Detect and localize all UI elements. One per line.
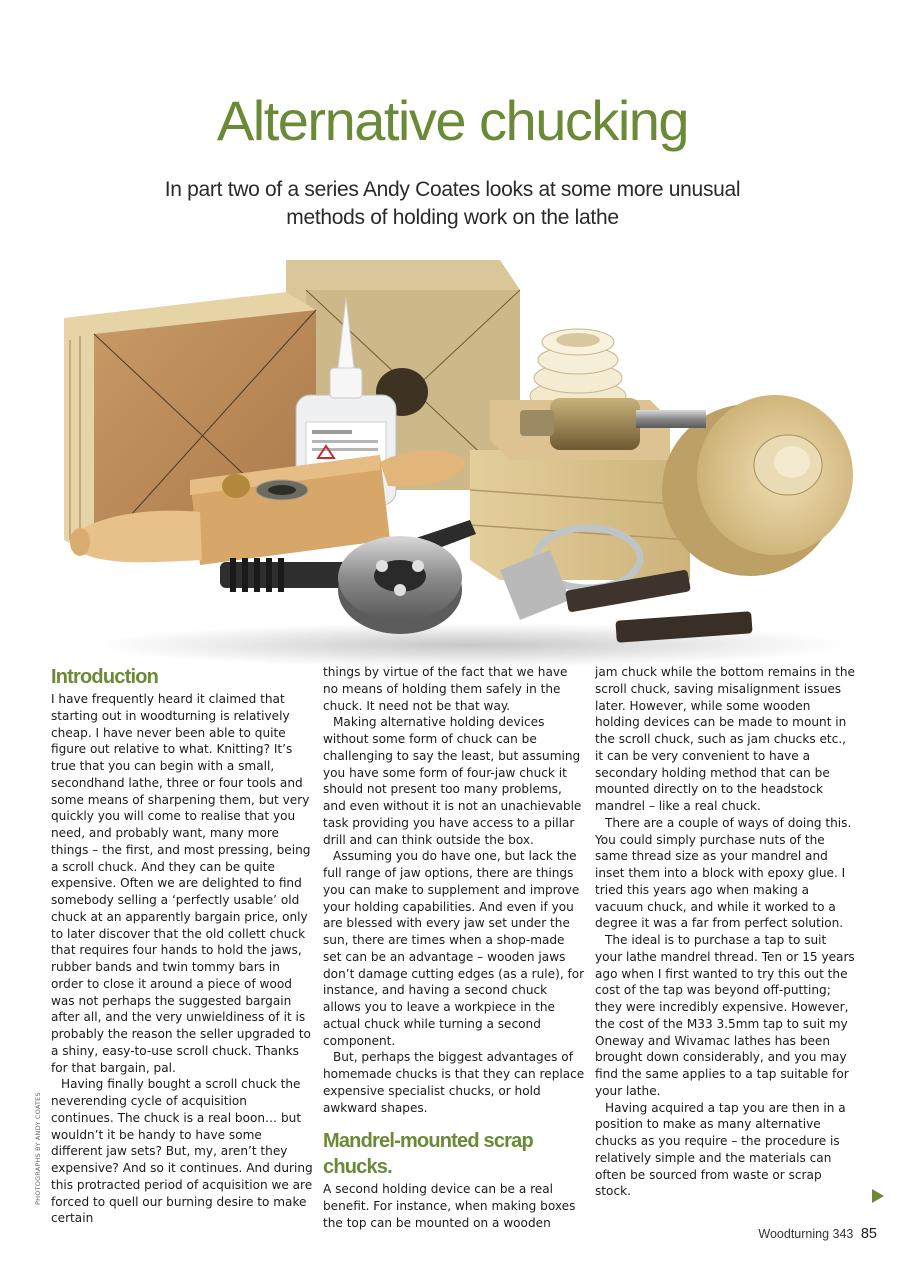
text-column-1 <box>51 664 313 1227</box>
paragraph: A second holding device can be a real benefit. For instance, when making boxes the top can be mounted on a wooden <box>323 1182 576 1230</box>
text-column-3 <box>595 664 857 1200</box>
page-footer <box>758 1226 877 1242</box>
paragraph: I have frequently heard it claimed that starting out in woodturning is relatively cheap. I have never been able to quite figure out relative to what. Knitting? It’s true that you can begin with a small, secondhand lathe, three or four tools and some means of sharpening them, but very quickly you will come to realise that you need, and probably want, many more things – the first, and most pressing, being a scroll chuck. And they can be quite expensive. Often we are delighted to find somebody selling a ‘perfectly usable’ old chuck at an apparently bargain price, only to later discover that the old collett chuck that requires four hands to hold the jaws, rubber bands and twin tommy bars in order to close it around a piece of wood was not perhaps the suggested bargain after all, and the very unwieldiness of it is probably the reason the seller upgraded to a shiny, easy-to-use scroll chuck. Thanks for that bargain, pal. <box>51 692 311 1075</box>
paragraph: Making alternative holding devices without some form of chuck can be challenging to say the least, but assuming you have some form of four-jaw chuck it should not present too many problems, and even without it is not an unachievable task providing you have access to a pillar drill and can think outside the box. <box>323 715 582 847</box>
article-title: Alternative chucking <box>216 89 689 152</box>
photo-credit: PHOTOGRAPHS BY ANDY COATES <box>34 1092 42 1205</box>
paragraph: Having finally bought a scroll chuck the neverending cycle of acquisition continues. The chuck is a real boon… but wouldn’t it be handy to have some different jaw sets? But, my, aren’t they expensive? And so it continues. And during this protracted period of acquisition we are forced to quell our burning desire to make certain <box>51 1077 313 1226</box>
paragraph: The ideal is to purchase a tap to suit your lathe mandrel thread. Ten or 15 years ago when I first wanted to try this out the cost of the tap was beyond off-putting; they were incredibly expensive. However, the cost of the M33 3.5mm tap to suit my Oneway and Wivamac lathes has been brought down considerably, and you may find the same applies to a tap suitable for your lathe. <box>595 933 855 1098</box>
heading-introduction: Introduction <box>51 666 159 688</box>
paragraph: Having acquired a tap you are then in a position to make as many alternative chucks as you require – the procedure is relatively simple and the materials can often be sourced from waste or scrap stock. <box>595 1100 846 1199</box>
paragraph: things by virtue of the fact that we have no means of holding them safely in the chuck. It need not be that way. <box>323 665 568 713</box>
paragraph: But, perhaps the biggest advantages of homemade chucks is that they can replace expensive specialist chucks, or hold awkward shapes. <box>323 1050 585 1115</box>
magazine-issue: Woodturning 343 <box>758 1227 854 1241</box>
paragraph: jam chuck while the bottom remains in the scroll chuck, saving misalignment issues later. However, while some wooden holding devices can be made to mount in the scroll chuck, such as jam chucks etc., it can be very convenient to have a secondary holding method that can be mounted directly on to the headstock mandrel – like a real chuck. <box>595 665 855 813</box>
article-standfirst: In part two of a series Andy Coates looks at some more unusual methods of holding work on the lathe <box>164 178 741 229</box>
page-number: 85 <box>860 1226 877 1242</box>
continue-arrow-icon <box>872 1189 884 1203</box>
text-column-2 <box>323 664 585 1232</box>
heading-mandrel-mounted: Mandrel-mounted scrap chucks. <box>323 1130 533 1179</box>
paragraph: There are a couple of ways of doing this. You could simply purchase nuts of the same thread size as your mandrel and inset them into a block with epoxy glue. I tried this years ago when making a vacuum chuck, and while it worked to a degree it was a far from perfect solution. <box>595 815 852 931</box>
article-photo <box>50 250 865 665</box>
paragraph: Assuming you do have one, but lack the full range of jaw options, there are things you can make to supplement and improve your holding capabilities. And even if you are blessed with every jaw set under the sun, there are times when a shop-made set can be an advantage – wooden jaws don’t damage cutting edges (as a rule), for instance, and having a second chuck allows you to leave a workpiece in the actual chuck while turning a second component. <box>323 849 585 1048</box>
